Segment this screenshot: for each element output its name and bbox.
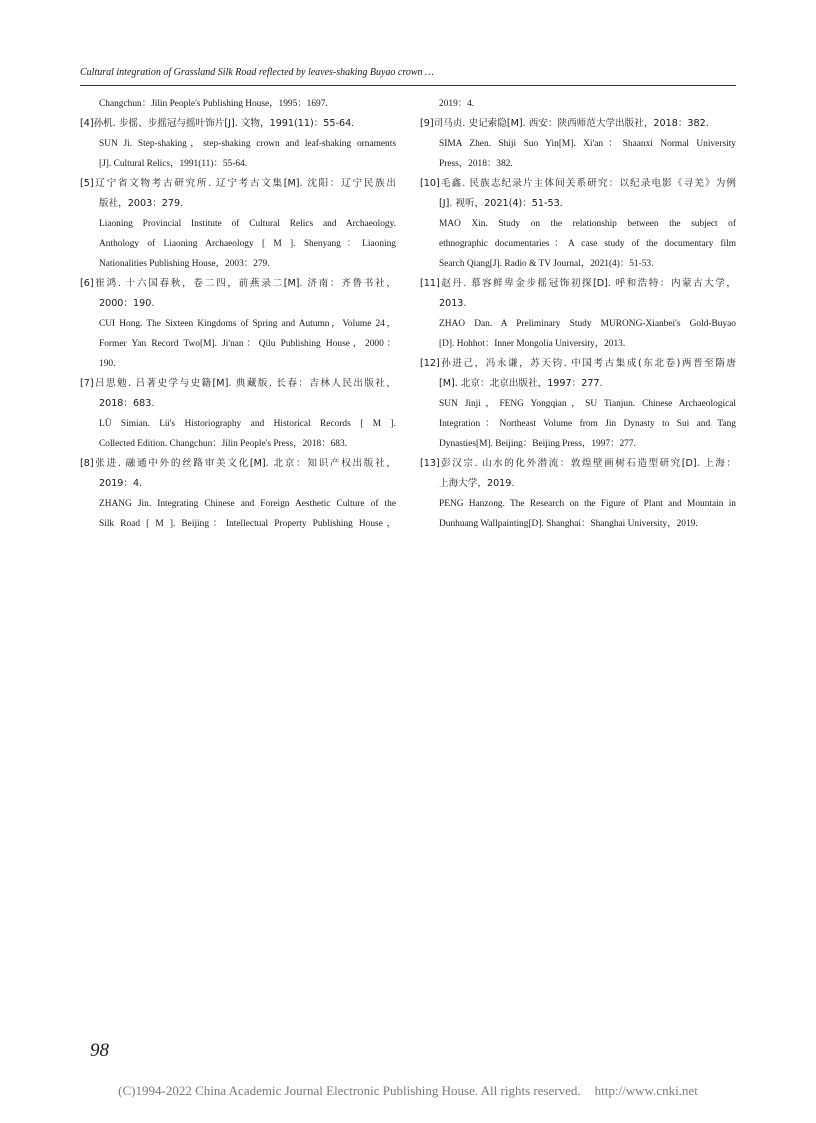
reference-entry [420, 174, 736, 274]
reference-title-line: [5]辽宁省文物考古研究所. 辽宁考古文集[M]. 沈阳：辽宁民族出 [80, 178, 396, 189]
reference-line: Silk Road [ M ]. Beijing：Intellectual Property Publishing House， [99, 519, 396, 529]
reference-entry [80, 374, 396, 454]
reference-line: 2019：4. [99, 478, 143, 489]
reference-line: SUN Ji. Step-shaking，step-shaking crown and leaf-shaking ornaments [99, 139, 396, 149]
reference-entry [420, 114, 736, 174]
reference-line: Changchun：Jilin People's Publishing House，1995：1697. [99, 99, 328, 109]
reference-line: PENG Hanzong. The Research on the Figure of Plant and Mountain in [439, 499, 736, 509]
reference-entry [80, 174, 396, 274]
reference-title-line: [4]孙机. 步摇、步摇冠与摇叶饰片[J]. 文物，1991(11)：55-64. [80, 118, 355, 129]
reference-line: LÜ Simian. Lü's Historiography and Historical Records [ M ]. [99, 419, 396, 429]
reference-line: ZHAO Dan. A Preliminary Study MURONG-Xianbei's Gold-Buyao [439, 319, 736, 329]
reference-line: Nationalities Publishing House，2003：279. [99, 259, 270, 269]
reference-line: [J]. Cultural Relics，1991(11)：55-64. [99, 159, 248, 169]
reference-line: [J]. 视听，2021(4)：51-53. [439, 198, 563, 209]
reference-entry [420, 274, 736, 354]
header-divider [80, 85, 736, 86]
reference-line: [M]. 北京：北京出版社，1997：277. [439, 378, 603, 389]
reference-continuation [420, 94, 736, 114]
reference-line: 2000：190. [99, 298, 155, 309]
reference-line: 2013. [439, 298, 467, 309]
reference-entry [420, 454, 736, 534]
reference-line: Former Yan Record Two[M]. Ji'nan：Qilu Publishing House，2000： [99, 339, 396, 349]
reference-entry [80, 114, 396, 174]
reference-line: ethnographic documentaries：A case study of the documentary film [439, 239, 736, 249]
reference-line: 190. [99, 359, 116, 369]
page-number: 98 [90, 1040, 109, 1061]
reference-line: Dunhuang Wallpainting[D]. Shanghai：Shanghai University，2019. [439, 519, 698, 529]
reference-line: Press，2018：382. [439, 159, 513, 169]
reference-line: SUN Jinji，FENG Yongqian，SU Tianjun. Chinese Archaeological [439, 399, 736, 409]
reference-continuation [80, 94, 396, 114]
reference-entry [80, 274, 396, 374]
reference-line: CUI Hong. The Sixteen Kingdoms of Spring and Autumn，Volume 24， [99, 319, 396, 329]
reference-line: Integration：Northeast Volume from Jin Dynasty to Sui and Tang [439, 419, 736, 429]
copyright-footer [0, 1083, 816, 1099]
reference-line: SIMA Zhen. Shiji Suo Yin[M]. Xi'an：Shaanxi Normal University [439, 139, 736, 149]
reference-title-line: [8]张进. 融通中外的丝路审美文化[M]. 北京：知识产权出版社， [80, 458, 396, 469]
copyright-text: (C)1994-2022 China Academic Journal Electronic Publishing House. All rights reserved. [118, 1083, 581, 1098]
reference-line: 上海大学，2019. [439, 478, 515, 489]
reference-line: 2018：683. [99, 398, 155, 409]
references-right-column [420, 94, 736, 534]
reference-line: MAO Xin. Study on the relationship between the subject of [439, 219, 736, 229]
reference-line: [D]. Hohhot：Inner Mongolia University，2013. [439, 339, 626, 349]
reference-title-line: [12]孙进己，冯永谦，苏天钧. 中国考古集成(东北卷)两晋至隋唐 [420, 358, 736, 369]
reference-entry [420, 354, 736, 454]
reference-title-line: [9]司马贞. 史记索隐[M]. 西安：陕西师范大学出版社，2018：382. [420, 118, 709, 129]
reference-line: Search Qiang[J]. Radio & TV Journal，2021(4)：51-53. [439, 259, 654, 269]
reference-line: ZHANG Jin. Integrating Chinese and Foreign Aesthetic Culture of the [99, 499, 396, 509]
running-header-title: Cultural integration of Grassland Silk Road reflected by leaves-shaking Buyao crown … [80, 67, 434, 78]
reference-title-line: [10]毛鑫. 民族志纪录片主体间关系研究：以纪录电影《寻羌》为例 [420, 178, 736, 189]
references-left-column [80, 94, 396, 534]
reference-line: Liaoning Provincial Institute of Cultural Relics and Archaeology. [99, 219, 396, 229]
reference-title-line: [13]彭汉宗. 山水的化外潜流：敦煌壁画树石造型研究[D]. 上海： [420, 458, 736, 469]
reference-title-line: [6]崔鸿. 十六国春秋，卷二四，前燕录二[M]. 济南：齐鲁书社， [80, 278, 396, 289]
reference-line: 2019：4. [439, 99, 475, 109]
cnki-url[interactable]: http://www.cnki.net [594, 1083, 698, 1098]
reference-line: Dynasties[M]. Beijing：Beijing Press，1997：277. [439, 439, 636, 449]
reference-entry [80, 454, 396, 534]
reference-line: Anthology of Liaoning Archaeology [ M ]. Shenyang：Liaoning [99, 239, 396, 249]
reference-line: 版社，2003：279. [99, 198, 184, 209]
reference-title-line: [11]赵丹. 慕容鲜卑金步摇冠饰初探[D]. 呼和浩特：内蒙古大学， [420, 278, 736, 289]
reference-title-line: [7]吕思勉. 吕著史学与史籍[M]. 典藏版. 长春：吉林人民出版社， [80, 378, 396, 389]
reference-line: Collected Edition. Changchun：Jilin People's Press，2018：683. [99, 439, 348, 449]
